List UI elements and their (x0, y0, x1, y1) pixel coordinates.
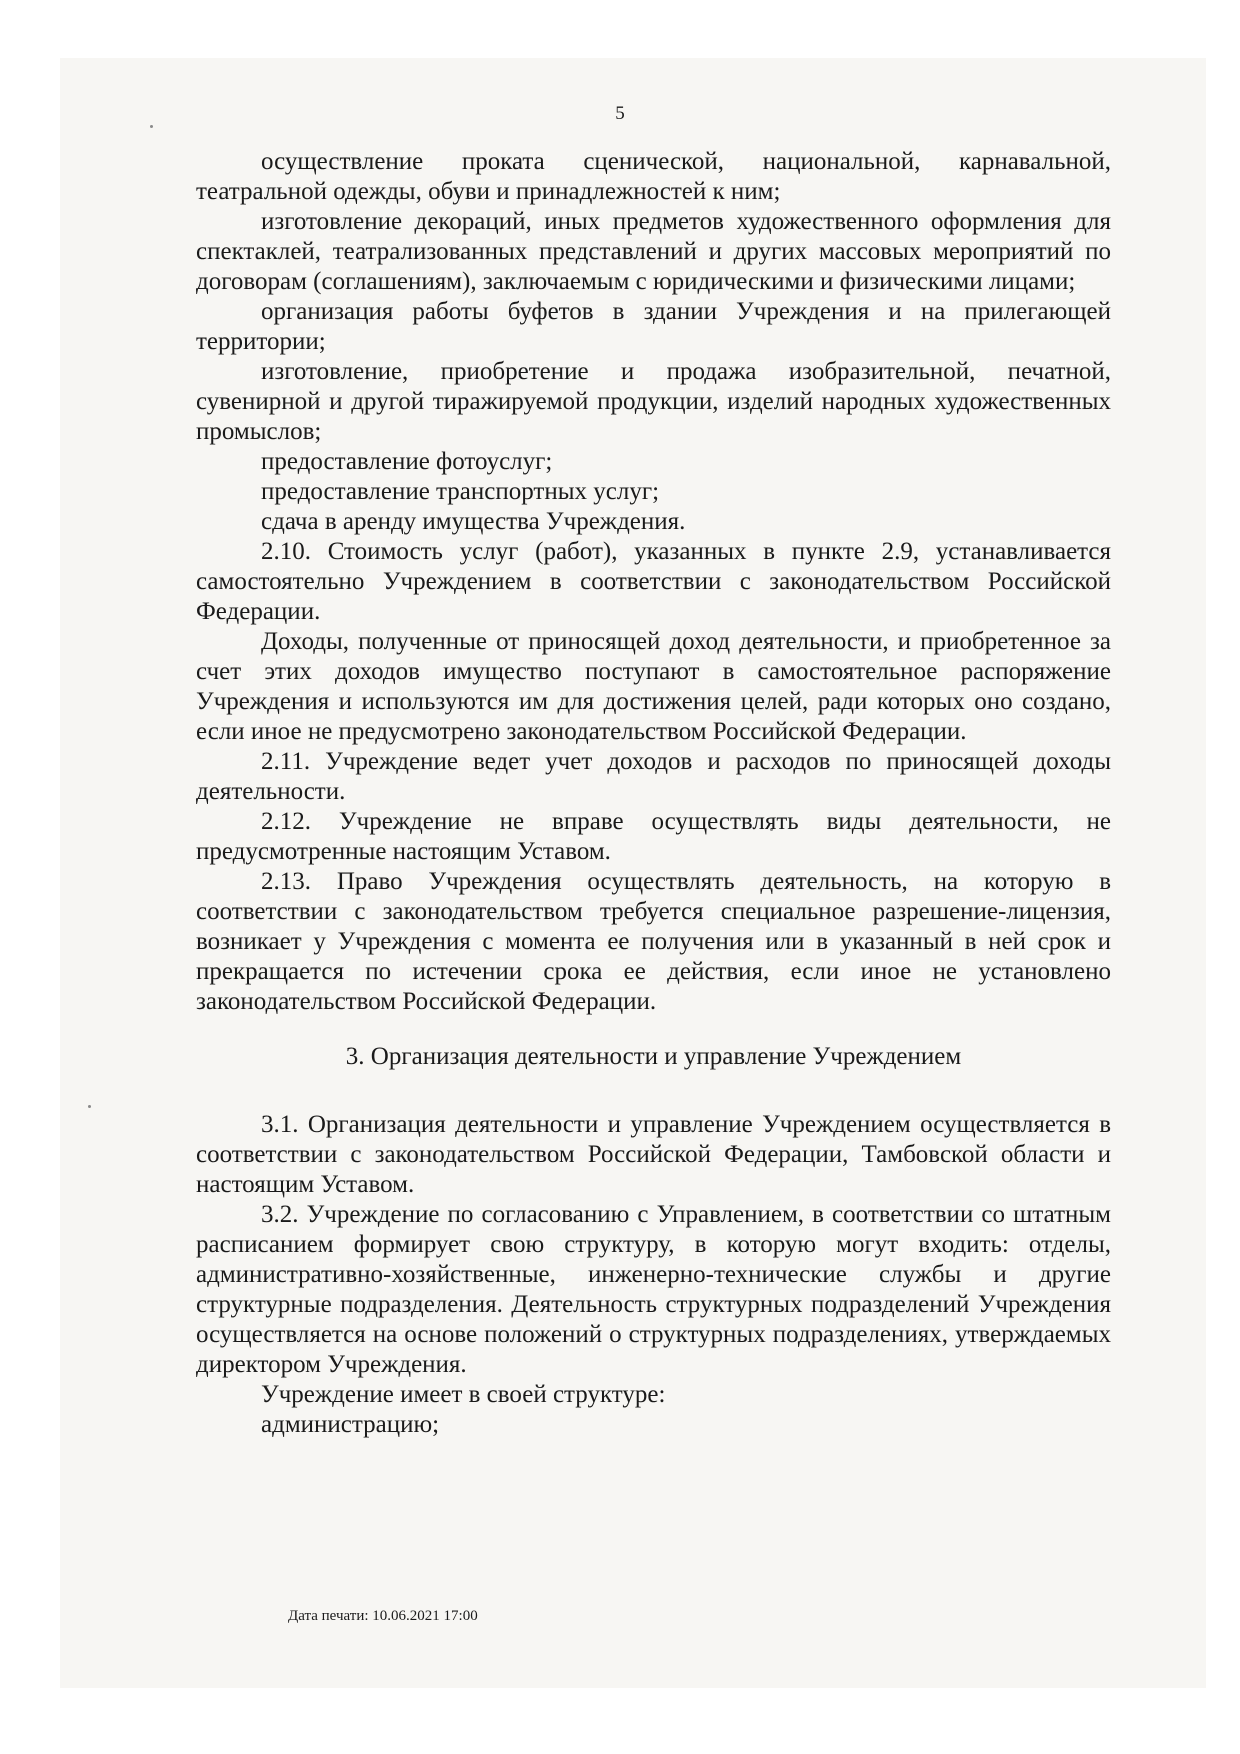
document-body (196, 147, 1111, 1440)
print-date-footer: Дата печати: 10.06.2021 17:00 (288, 1608, 478, 1624)
scan-speck (150, 125, 153, 128)
clause-3-2: 3.2. Учреждение по согласованию с Управлением, в соответствии со штатным расписанием формирует свою структуру, в которую могут входить: отделы, административно-хозяйственные, инженерно-технические службы и другие структурные подразделения. Деятельность структурных подразделений Учреждения осуществляется на основе положений о структурных подразделениях, утверждаемых директором Учреждения. (196, 1201, 1111, 1378)
paragraph: Доходы, полученные от приносящей доход деятельности, и приобретенное за счет этих доходов имущество поступают в самостоятельное распоряжение Учреждения и используются им для достижения целей, ради которых оно создано, если иное не предусмотрено законодательством Российской Федерации. (196, 628, 1111, 745)
paragraph: Учреждение имеет в своей структуре: (261, 1381, 666, 1408)
scan-speck (88, 1105, 91, 1108)
list-item: сдача в аренду имущества Учреждения. (261, 508, 686, 535)
clause-3-1: 3.1. Организация деятельности и управление Учреждением осуществляется в соответствии с законодательством Российской Федерации, Тамбовской области и настоящим Уставом. (196, 1111, 1111, 1198)
clause-2-12: 2.12. Учреждение не вправе осуществлять виды деятельности, не предусмотренные настоящим Уставом. (196, 808, 1111, 865)
paragraph: организация работы буфетов в здании Учреждения и на прилегающей территории; (196, 298, 1111, 355)
section-heading: 3. Организация деятельности и управление Учреждением (345, 1043, 962, 1070)
paragraph: изготовление, приобретение и продажа изобразительной, печатной, сувенирной и другой тиражируемой продукции, изделий народных художественных промыслов; (196, 358, 1111, 445)
list-item: администрацию; (261, 1411, 440, 1438)
clause-2-11: 2.11. Учреждение ведет учет доходов и расходов по приносящей доходы деятельности. (196, 748, 1111, 805)
page-number: 5 (615, 103, 625, 124)
paragraph: изготовление декораций, иных предметов художественного оформления для спектаклей, театрализованных представлений и других массовых мероприятий по договорам (соглашениям), заключаемым с юридическими и физическими лицами; (196, 208, 1111, 295)
list-item: предоставление фотоуслуг; (261, 448, 553, 475)
clause-2-13: 2.13. Право Учреждения осуществлять деятельность, на которую в соответствии с законодательством требуется специальное разрешение-лицензия, возникает у Учреждения с момента ее получения или в указанный в ней срок и прекращается по истечении срока ее действия, если иное не установлено законодательством Российской Федерации. (196, 868, 1111, 1015)
clause-2-10: 2.10. Стоимость услуг (работ), указанных в пункте 2.9, устанавливается самостоятельно Учреждением в соответствии с законодательством Российской Федерации. (196, 538, 1111, 625)
list-item: предоставление транспортных услуг; (261, 478, 660, 505)
paragraph: осуществление проката сценической, национальной, карнавальной, театральной одежды, обуви и принадлежностей к ним; (196, 148, 1111, 205)
